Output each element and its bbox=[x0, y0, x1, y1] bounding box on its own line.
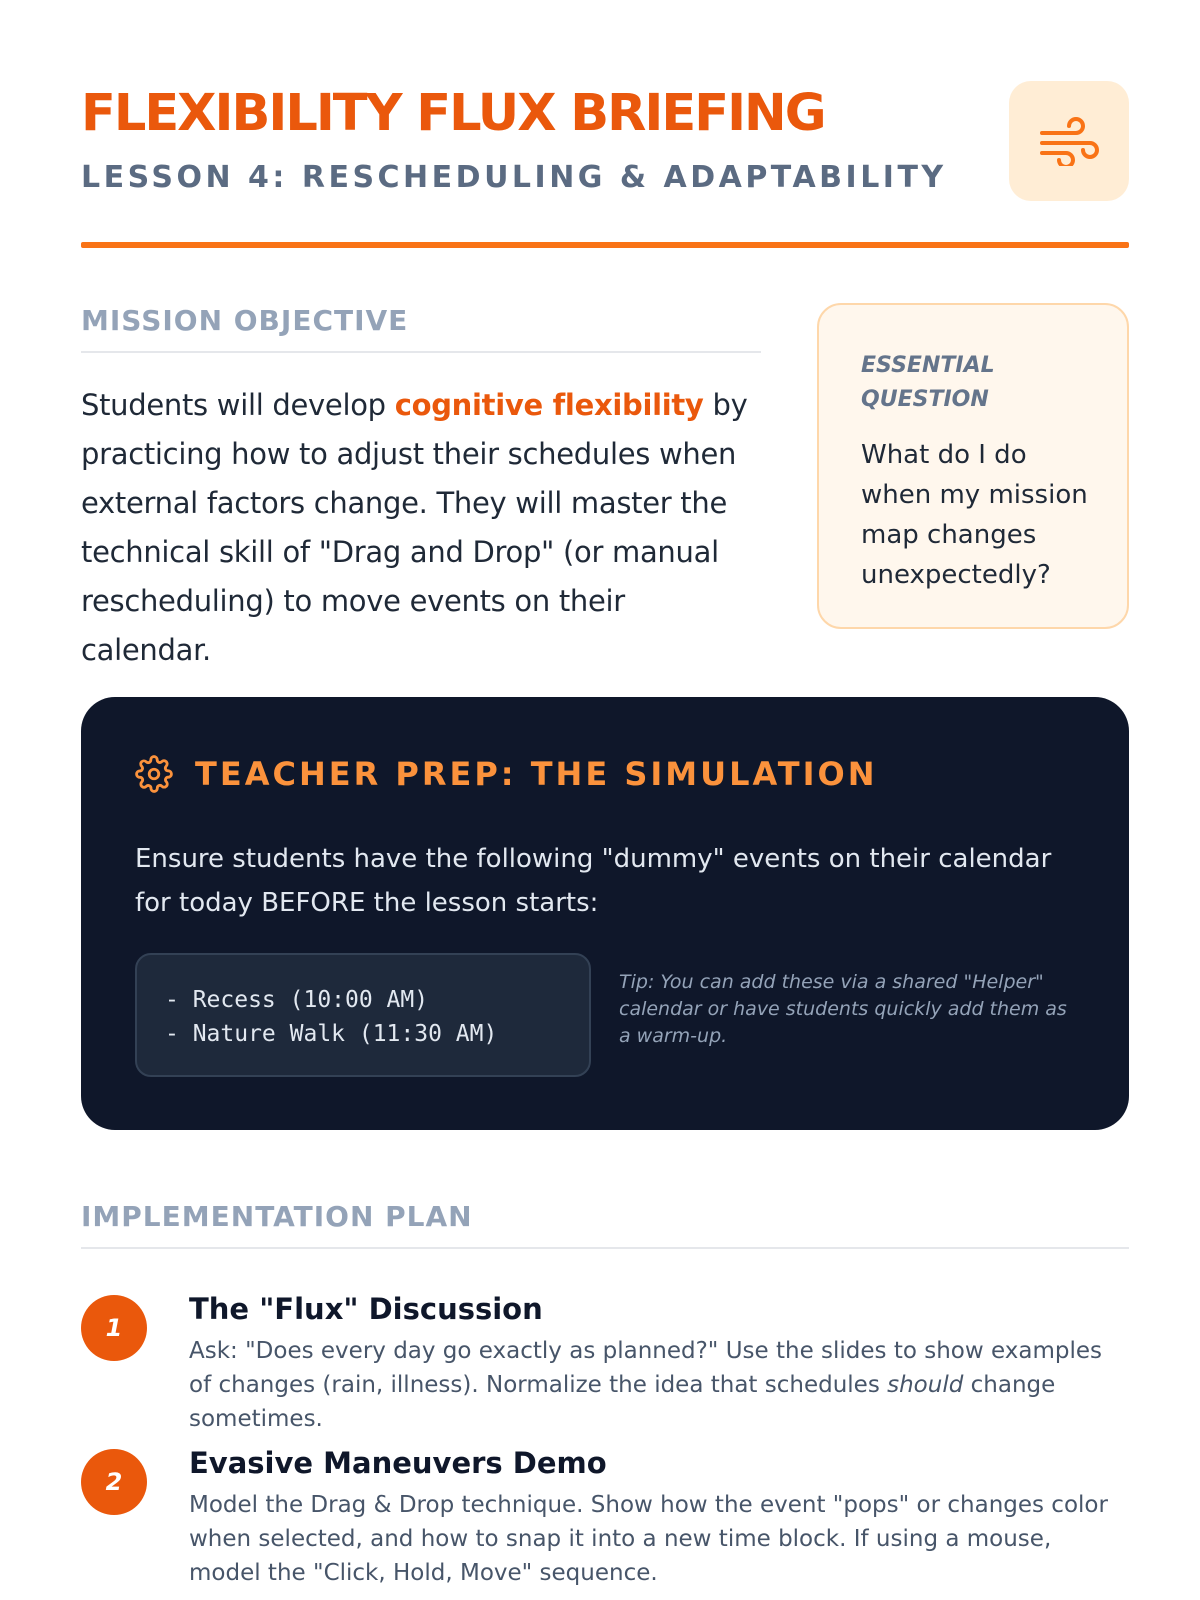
dummy-events-box bbox=[135, 953, 591, 1077]
wind-icon bbox=[1038, 116, 1100, 166]
step-description-start: Ask: "Does every day go exactly as planned?" Use the slides to show examples of changes (rain, illness). Normalize the idea that schedules bbox=[189, 1338, 1102, 1398]
teacher-prep-header bbox=[135, 755, 877, 793]
dummy-event: - Nature Walk (11:30 AM) bbox=[165, 1021, 498, 1047]
header bbox=[81, 0, 1129, 250]
teacher-prep-tip: Tip: You can add these via a shared "Helper" calendar or have students quickly add them as a warm-up. bbox=[619, 971, 1067, 1047]
implementation-plan bbox=[81, 1200, 1129, 1586]
lesson-page bbox=[81, 0, 1129, 1586]
dummy-event: - Recess (10:00 AM) bbox=[165, 987, 429, 1013]
objective-text-end: by practicing how to adjust their schedules when external factors change. They will master the technical skill of "Drag and Drop" (or manual rescheduling) to move events on their calendar. bbox=[81, 388, 748, 667]
header-divider bbox=[81, 242, 1129, 248]
step-description bbox=[189, 1334, 1129, 1436]
step-number-badge: 1 bbox=[81, 1295, 147, 1361]
step-description-end: change sometimes. bbox=[189, 1372, 1056, 1432]
essential-question-text: What do I do when my mission map changes unexpectedly? bbox=[861, 440, 1088, 590]
divider bbox=[81, 1247, 1129, 1249]
essential-question-label: ESSENTIAL QUESTION bbox=[861, 353, 995, 412]
step-title: The "Flux" Discussion bbox=[189, 1292, 543, 1326]
mission-objective bbox=[81, 304, 761, 675]
section-label-implementation: IMPLEMENTATION PLAN bbox=[81, 1200, 473, 1233]
essential-question-card bbox=[817, 303, 1129, 629]
logo-badge bbox=[1009, 81, 1129, 201]
section-label-objective: MISSION OBJECTIVE bbox=[81, 304, 409, 337]
step-number-badge: 2 bbox=[81, 1449, 147, 1515]
teacher-prep-body: Ensure students have the following "dummy" events on their calendar for today BEFORE the lesson starts: bbox=[135, 844, 1052, 918]
gear-icon bbox=[135, 755, 173, 793]
page-subtitle: LESSON 4: RESCHEDULING & ADAPTABILITY bbox=[81, 160, 947, 195]
objective-text bbox=[81, 381, 761, 675]
step-description: Model the Drag & Drop technique. Show how the event "pops" or changes color when selected, and how to snap it into a new time block. If using a mouse, model the "Click, Hold, Move" sequence. bbox=[189, 1492, 1108, 1586]
objective-text-start: Students will develop bbox=[81, 388, 395, 422]
step-description-emphasis: should bbox=[887, 1372, 964, 1398]
teacher-prep-title: TEACHER PREP: THE SIMULATION bbox=[195, 755, 878, 793]
divider bbox=[81, 351, 761, 353]
step-title: Evasive Maneuvers Demo bbox=[189, 1446, 607, 1480]
teacher-prep-panel bbox=[81, 697, 1129, 1130]
page-title: FLEXIBILITY FLUX BRIEFING bbox=[81, 84, 825, 143]
objective-highlight: cognitive flexibility bbox=[394, 388, 704, 422]
